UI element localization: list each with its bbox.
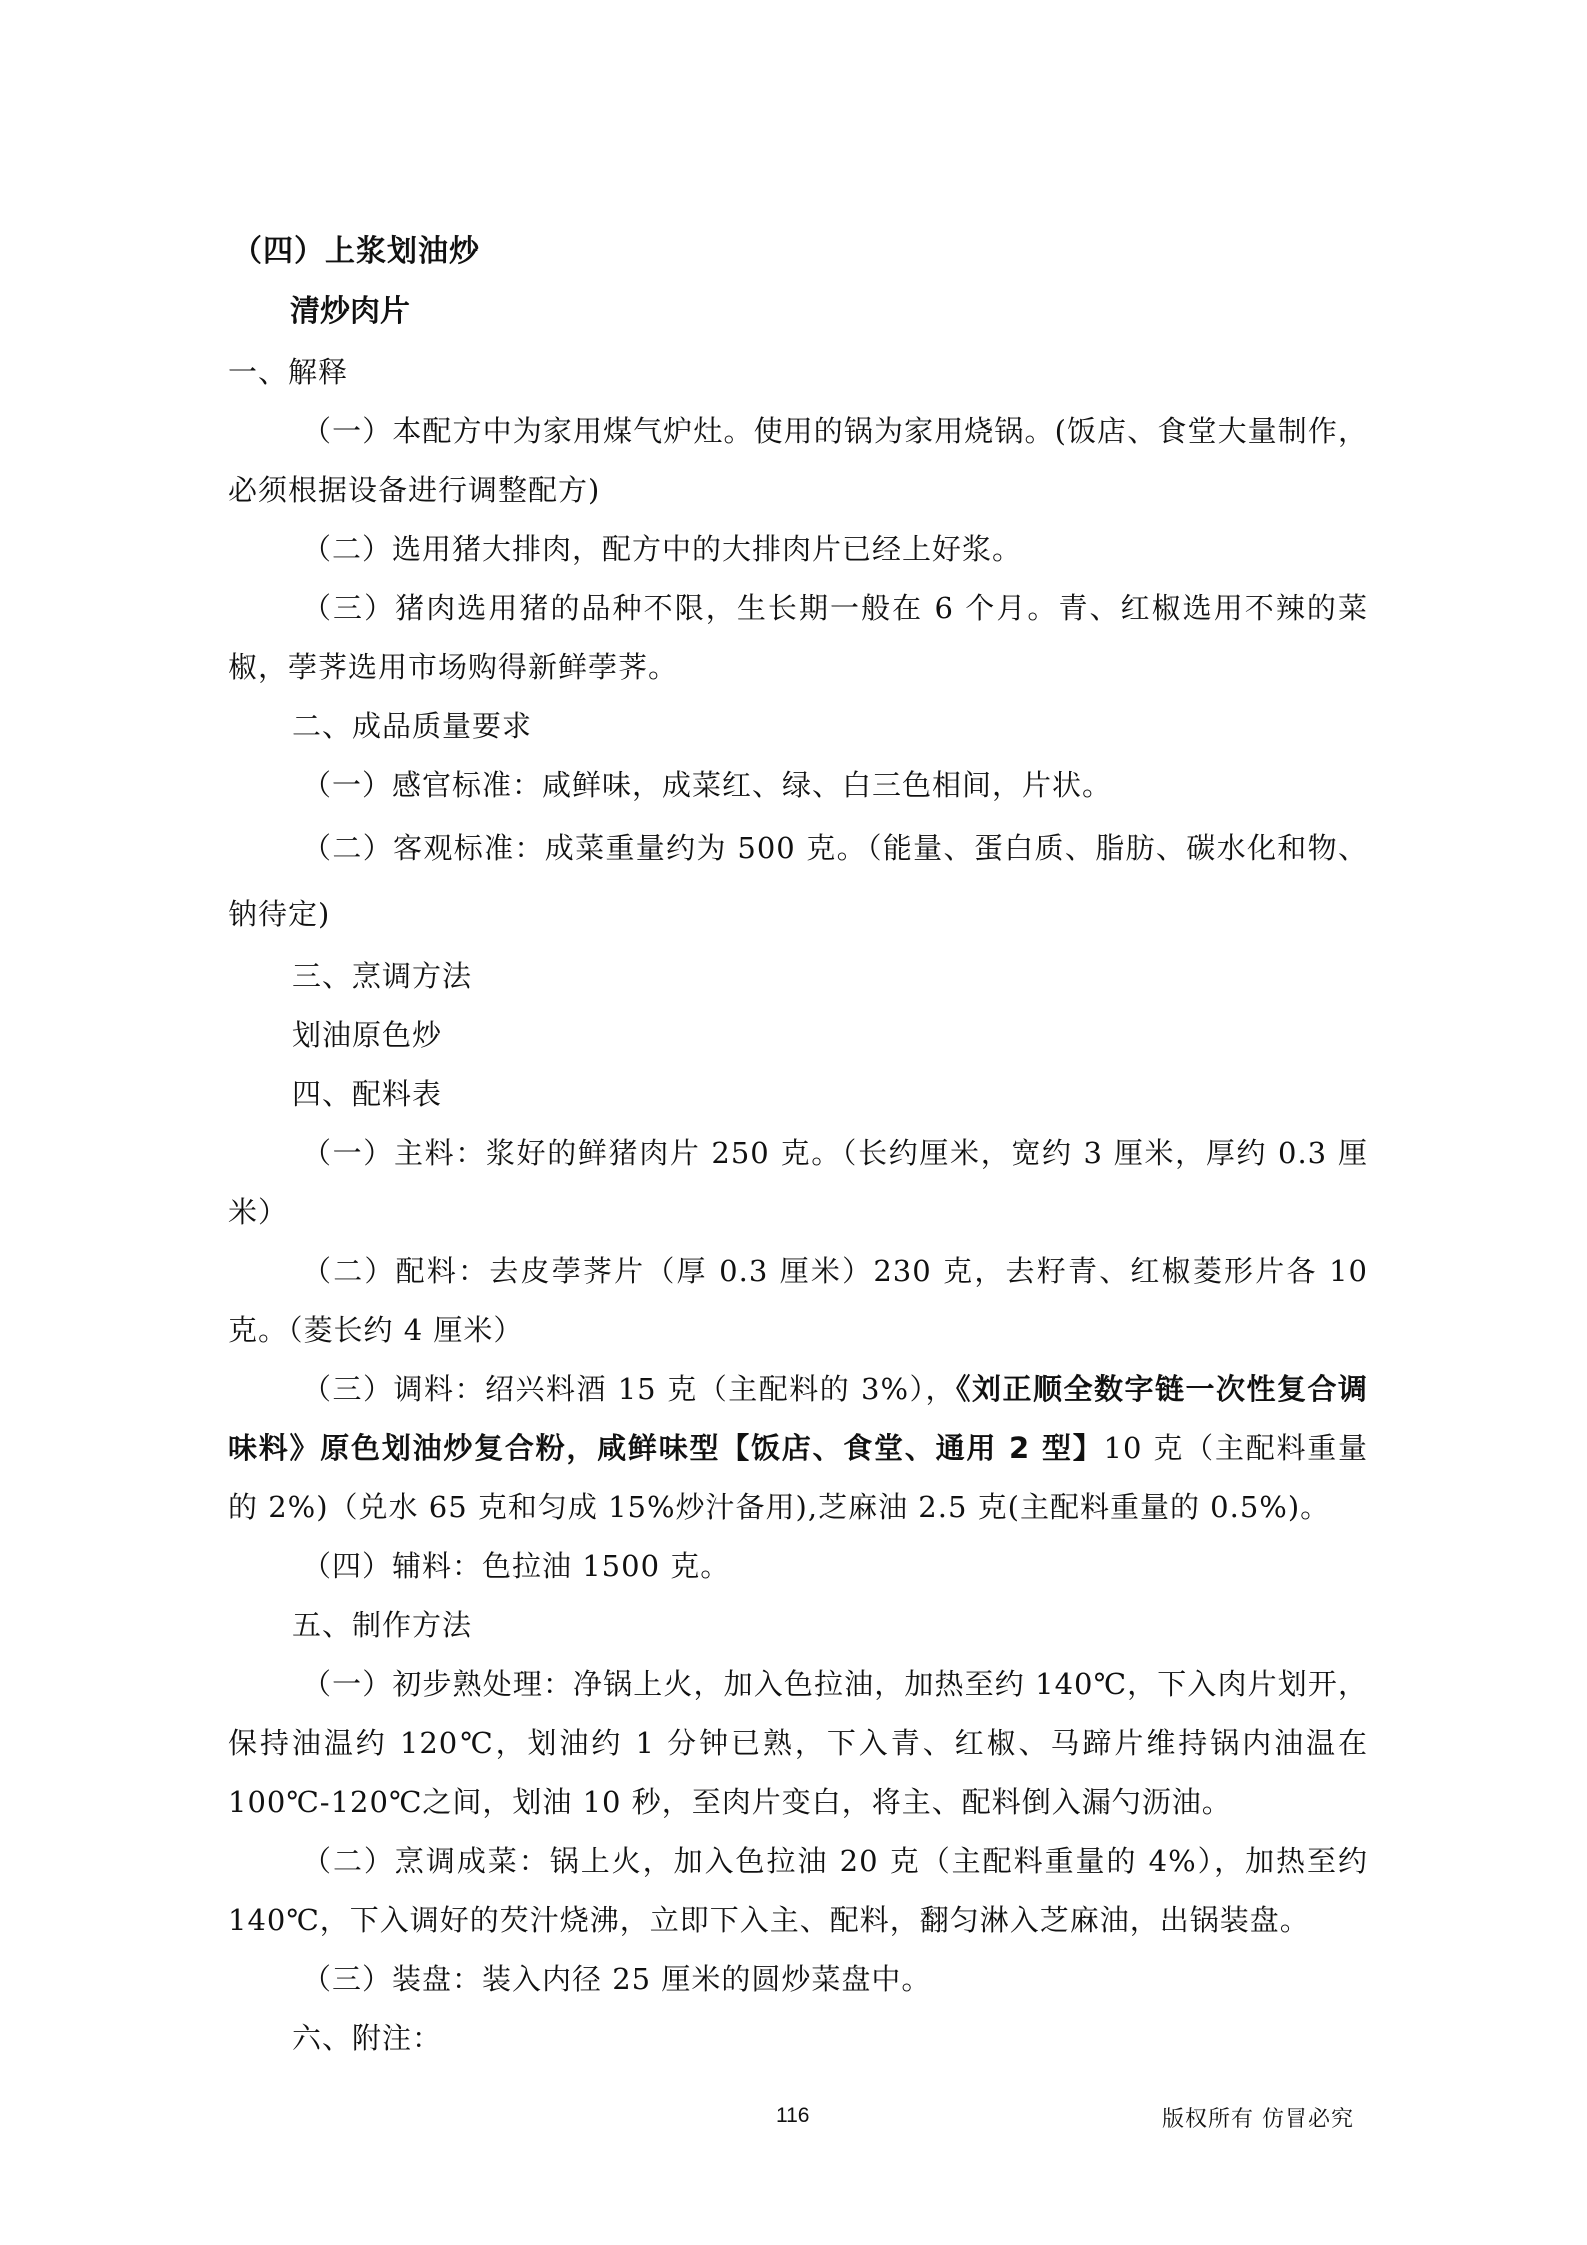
page-content [228,222,1368,2068]
ingredients-main: （一）主料：浆好的鲜猪肉片 250 克。（长约厘米，宽约 3 厘米，厚约 0.3 厘米） [228,1136,1368,1229]
heading-explanation: 一、解释 [228,355,349,389]
page-footer [0,2098,1587,2138]
ingredients-auxiliary: （四）辅料：色拉油 1500 克。 [302,1549,731,1583]
heading-quality: 二、成品质量要求 [292,709,533,743]
copyright-notice: 版权所有 仿冒必究 [1162,2107,1354,2132]
quality-paragraph-1: （一）感官标准：咸鲜味，成菜红、绿、白三色相间，片状。 [302,768,1113,802]
heading-notes: 六、附注： [292,2021,443,2055]
seasoning-product-name: 《刘正顺全数字链一次性复合调味料》原色划油炒复合粉，咸鲜味型【饭店、食堂、通用 2 型】 [228,1372,1368,1465]
page-number: 116 [776,2104,810,2127]
explanation-paragraph-2: （二）选用猪大排肉，配方中的大排肉片已经上好浆。 [302,532,1023,566]
section-title: （四）上浆划油炒 [232,234,480,269]
cooking-method-text: 划油原色炒 [292,1018,443,1052]
explanation-paragraph-3: （三）猪肉选用猪的品种不限，生长期一般在 6 个月。青、红椒选用不辣的菜椒，荸荠选用市场购得新鲜荸荠。 [228,591,1368,684]
explanation-paragraph-1: （一）本配方中为家用煤气炉灶。使用的锅为家用烧锅。(饭店、食堂大量制作，必须根据设备进行调整配方) [228,414,1368,507]
heading-ingredients: 四、配料表 [292,1077,443,1111]
ingredients-secondary: （二）配料：去皮荸荠片（厚 0.3 厘米）230 克，去籽青、红椒菱形片各 10 克。（菱长约 4 厘米） [228,1254,1368,1347]
preparation-step-3: （三）装盘：装入内径 25 厘米的圆炒菜盘中。 [302,1962,932,1996]
preparation-step-1: （一）初步熟处理：净锅上火，加入色拉油，加热至约 140℃，下入肉片划开，保持油温约 120℃，划油约 1 分钟已熟，下入青、红椒、马蹄片维持锅内油温在 100℃-120℃之间，划油 10 秒，至肉片变白，将主、配料倒入漏勺沥油。 [228,1667,1368,1819]
seasoning-text-a: （三）调料：绍兴料酒 15 克（主配料的 3%）， [302,1372,957,1406]
ingredients-seasoning [228,1360,1368,1537]
seasoning-text-b: 10 克（主配料重量的 2%)（兑水 65 克和匀成 15%炒汁备用),芝麻油 2.5 克(主配料重量的 0.5%)。 [228,1431,1368,1524]
heading-cooking-method: 三、烹调方法 [292,959,473,993]
preparation-step-2: （二）烹调成菜：锅上火，加入色拉油 20 克（主配料重量的 4%），加热至约 140℃，下入调好的芡汁烧沸，立即下入主、配料，翻匀淋入芝麻油，出锅装盘。 [228,1844,1368,1937]
dish-title: 清炒肉片 [290,294,410,329]
heading-preparation: 五、制作方法 [292,1608,473,1642]
quality-paragraph-2: （二）客观标准：成菜重量约为 500 克。（能量、蛋白质、脂肪、碳水化和物、钠待定) [228,831,1368,931]
